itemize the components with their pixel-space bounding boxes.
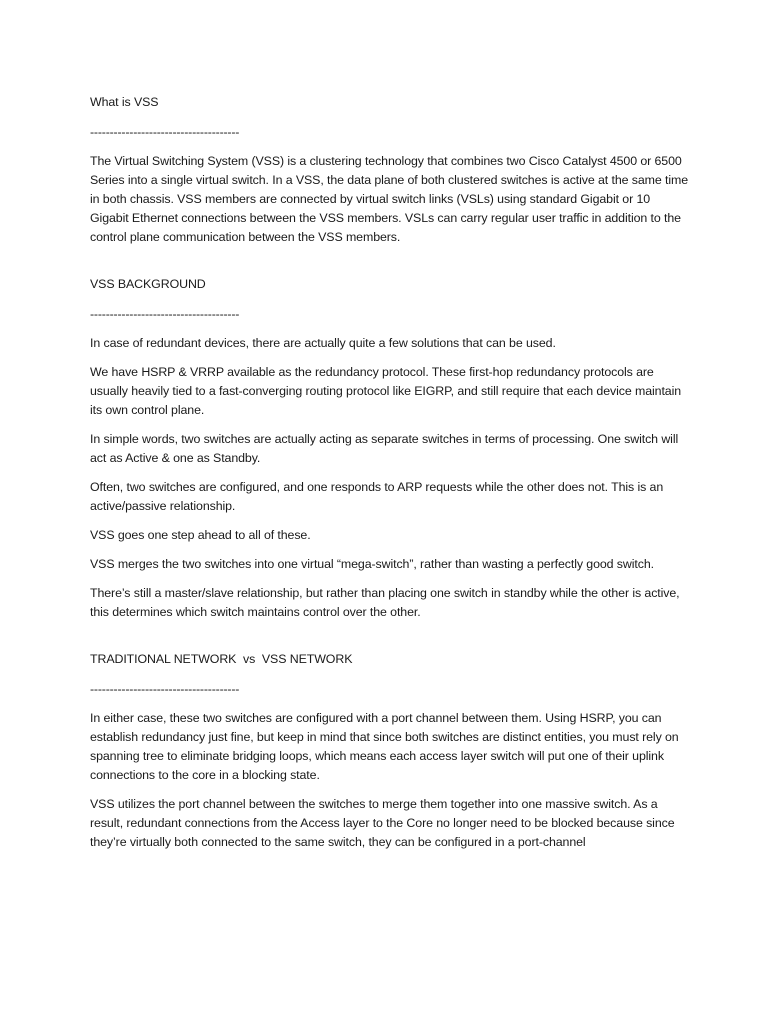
paragraph: VSS utilizes the port channel between the switches to merge them together into one massive switch. As a result, redundant connections from the Access layer to the Core no longer need to be blocked because since they’re virtually both connected to the same switch, they can be configured in a port-channel [90, 797, 675, 849]
section-vss-background [90, 275, 690, 622]
paragraph: We have HSRP & VRRP available as the redundancy protocol. These first-hop redundancy protocols are usually heavily tied to a fast-converging routing protocol like EIGRP, and still require that each device maintain its own control plane. [90, 365, 682, 417]
document-body [90, 93, 690, 852]
paragraph: The Virtual Switching System (VSS) is a clustering technology that combines two Cisco Catalyst 4500 or 6500 Series into a single virtual switch. In a VSS, the data plane of both clustered switches is active at the same time in both chassis. VSS members are connected by virtual switch links (VSLs) using standard Gigabit or 10 Gigabit Ethernet connections between the VSS members. VSLs can carry regular user traffic in addition to the control plane communication between the VSS members. [90, 154, 689, 244]
paragraph: There’s still a master/slave relationship, but rather than placing one switch in standby while the other is active, this determines which switch maintains control over the other. [90, 586, 680, 619]
section-heading: TRADITIONAL NETWORK vs VSS NETWORK [90, 652, 353, 666]
section-what-is-vss [90, 93, 690, 247]
section-spacer [90, 622, 690, 650]
section-divider: -------------------------------------- [90, 307, 240, 321]
paragraph: In simple words, two switches are actually acting as separate switches in terms of processing. One switch will act as Active & one as Standby. [90, 432, 679, 465]
paragraph: VSS goes one step ahead to all of these. [90, 528, 311, 542]
section-heading: VSS BACKGROUND [90, 277, 206, 291]
paragraph: VSS merges the two switches into one virtual “mega-switch”, rather than wasting a perfectly good switch. [90, 557, 654, 571]
section-heading: What is VSS [90, 95, 159, 109]
section-divider: -------------------------------------- [90, 125, 240, 139]
paragraph: In case of redundant devices, there are actually quite a few solutions that can be used. [90, 336, 556, 350]
section-spacer [90, 247, 690, 275]
section-traditional-vs-vss [90, 650, 690, 852]
paragraph: In either case, these two switches are configured with a port channel between them. Using HSRP, you can establish redundancy just fine, but keep in mind that since both switches are distinct entities, you must rely on spanning tree to eliminate bridging loops, which means each access layer switch will put one of their uplink connections to the core in a blocking state. [90, 711, 679, 782]
paragraph: Often, two switches are configured, and one responds to ARP requests while the other does not. This is an active/passive relationship. [90, 480, 664, 513]
section-divider: -------------------------------------- [90, 682, 240, 696]
